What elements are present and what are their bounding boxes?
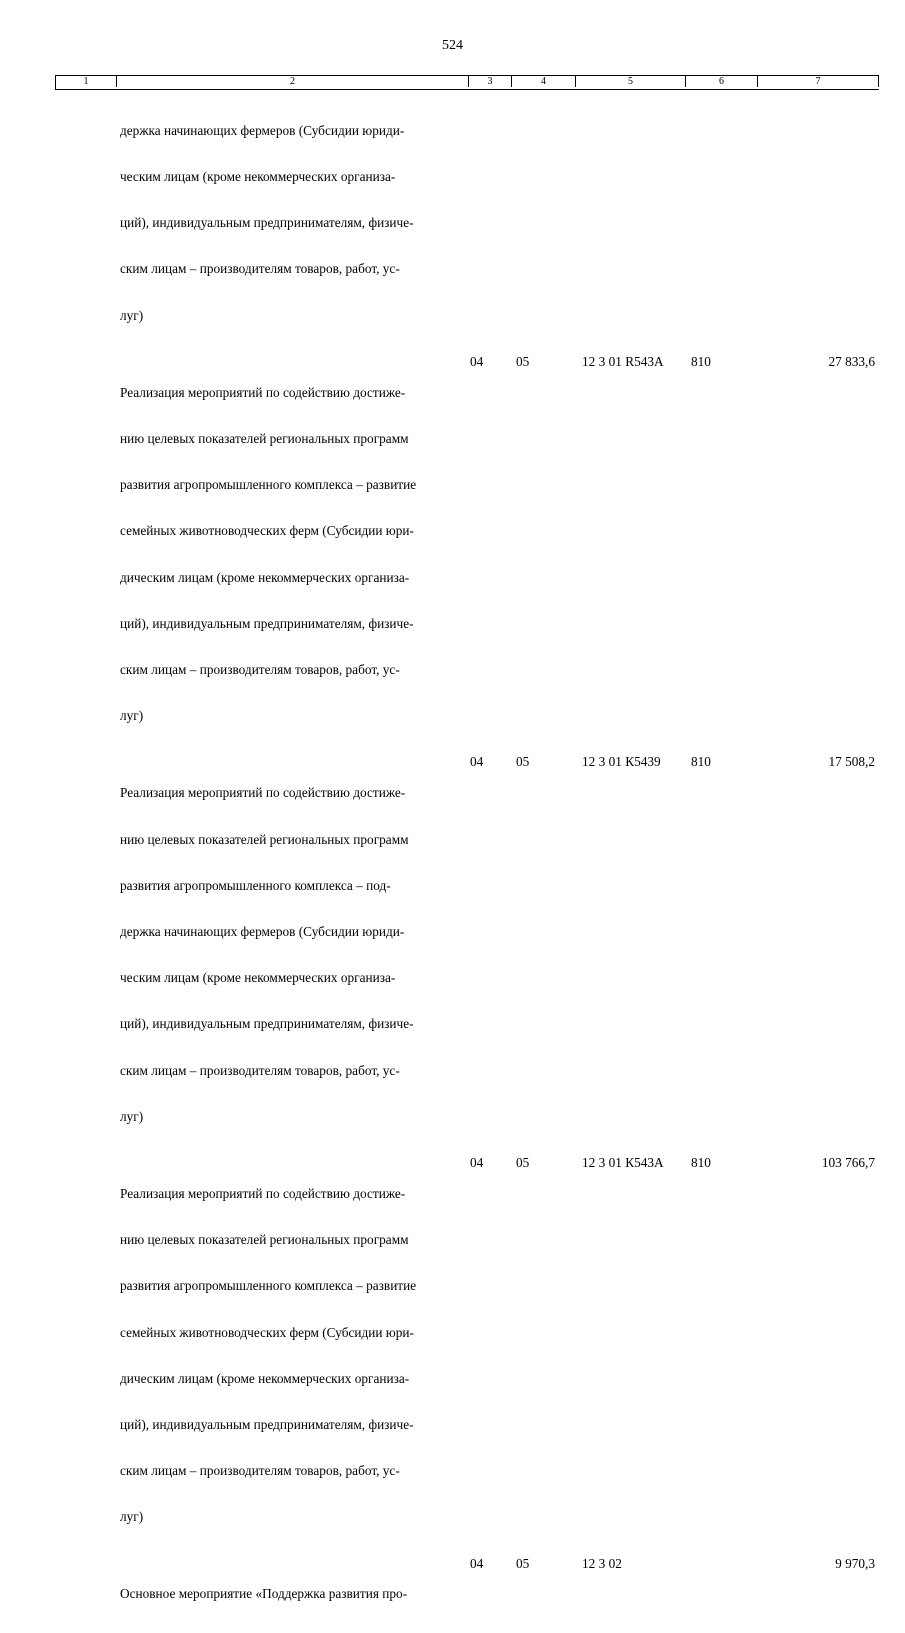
header-col-1: 1: [56, 76, 117, 87]
table-row: [0, 1556, 905, 1633]
row-amount: 27 833,6: [828, 353, 875, 369]
row-section-code: 04: [470, 353, 484, 369]
row-expense-type: 810: [691, 754, 711, 770]
description-line: дическим лицам (кроме некоммерческих организа-: [120, 1370, 410, 1386]
description-line: ций), индивидуальным предпринимателям, физиче-: [120, 1016, 414, 1032]
row-subsection-code: 05: [516, 1155, 530, 1171]
description-line: луг): [120, 708, 144, 724]
row-amount: 17 508,2: [828, 754, 875, 770]
table-row: [0, 92, 905, 354]
row-target-article: 12 3 01 К543А: [582, 1155, 664, 1171]
description-line: луг): [120, 1509, 144, 1525]
description-line: Реализация мероприятий по содействию достиже-: [120, 785, 406, 801]
description-line: ций), индивидуальным предпринимателям, физиче-: [120, 615, 414, 631]
row-section-code: 04: [470, 1155, 484, 1171]
page-number: 524: [442, 38, 463, 53]
description-line: дическим лицам (кроме некоммерческих организа-: [120, 569, 410, 585]
description-line: ческим лицам (кроме некоммерческих организа-: [120, 169, 396, 185]
table-row: [0, 754, 905, 1155]
row-description: [120, 1155, 465, 1556]
description-line: луг): [120, 1108, 144, 1124]
description-line: держка начинающих фермеров (Субсидии юриди-: [120, 122, 405, 138]
description-line: луг): [120, 307, 144, 323]
header-col-4: 4: [512, 76, 576, 87]
row-section-code: 04: [470, 1555, 484, 1571]
row-subsection-code: 05: [516, 754, 530, 770]
table-row: [0, 1155, 905, 1556]
row-subsection-code: 05: [516, 1555, 530, 1571]
row-amount: 103 766,7: [821, 1155, 875, 1171]
description-line: ций), индивидуальным предпринимателям, физиче-: [120, 215, 414, 231]
description-line: семейных животноводческих ферм (Субсидии юри-: [120, 523, 414, 539]
row-amount: 9 970,3: [835, 1555, 875, 1571]
row-expense-type: 810: [691, 353, 711, 369]
row-section-code: 04: [470, 754, 484, 770]
header-col-3: 3: [469, 76, 512, 87]
description-line: держка начинающих фермеров (Субсидии юриди-: [120, 923, 405, 939]
description-line: семейных животноводческих ферм (Субсидии юри-: [120, 1324, 414, 1340]
description-line: ций), индивидуальным предпринимателям, физиче-: [120, 1416, 414, 1432]
description-line: нию целевых показателей региональных программ: [120, 1232, 409, 1248]
row-subsection-code: 05: [516, 353, 530, 369]
table-body: [0, 92, 905, 1633]
row-description: [120, 754, 465, 1155]
row-target-article: 12 3 01 R543A: [582, 353, 664, 369]
row-description: [120, 354, 465, 755]
description-line: развития агропромышленного комплекса – развитие: [120, 1278, 417, 1294]
description-line: Реализация мероприятий по содействию достиже-: [120, 1185, 406, 1201]
description-line: ским лицам – производителям товаров, работ, ус-: [120, 1463, 400, 1479]
row-description: [120, 92, 465, 354]
row-description: [120, 1556, 465, 1633]
header-col-2: 2: [117, 76, 469, 87]
description-line: развития агропромышленного комплекса – развитие: [120, 477, 417, 493]
description-line: нию целевых показателей региональных программ: [120, 430, 409, 446]
description-line: Реализация мероприятий по содействию достиже-: [120, 384, 406, 400]
header-col-5: 5: [576, 76, 686, 87]
description-line: ским лицам – производителям товаров, работ, ус-: [120, 1062, 400, 1078]
row-expense-type: 810: [691, 1155, 711, 1171]
table-header: [55, 75, 879, 90]
description-line: ческим лицам (кроме некоммерческих организа-: [120, 970, 396, 986]
description-line: ским лицам – производителям товаров, работ, ус-: [120, 662, 400, 678]
description-line: нию целевых показателей региональных программ: [120, 831, 409, 847]
row-target-article: 12 3 02: [582, 1555, 622, 1571]
description-line: развития агропромышленного комплекса – под-: [120, 877, 391, 893]
table-row: [0, 354, 905, 755]
header-col-6: 6: [686, 76, 758, 87]
row-target-article: 12 3 01 К5439: [582, 754, 661, 770]
header-col-7: 7: [758, 76, 879, 87]
description-line: ским лицам – производителям товаров, работ, ус-: [120, 261, 400, 277]
description-line: Основное мероприятие «Поддержка развития про-: [120, 1586, 408, 1602]
